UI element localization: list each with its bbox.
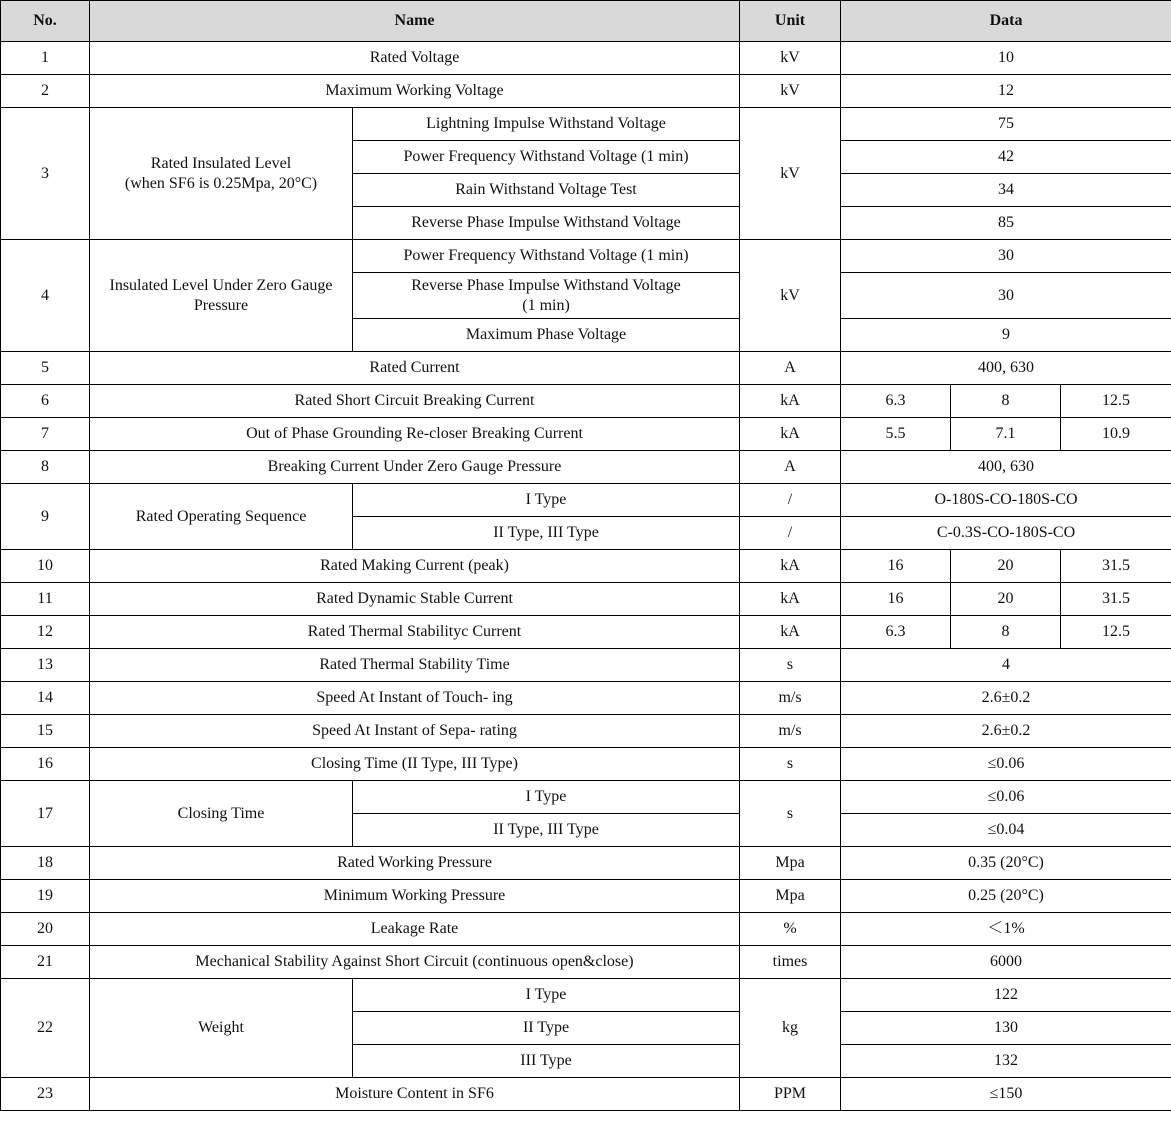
row-number: 11 xyxy=(1,583,90,616)
table-row xyxy=(1,715,1171,748)
param-name xyxy=(90,108,353,240)
param-name: Out of Phase Grounding Re-closer Breaking Current xyxy=(90,418,740,451)
row-number: 22 xyxy=(1,979,90,1078)
sub-param xyxy=(353,273,740,319)
unit-cell: m/s xyxy=(740,682,841,715)
param-name-line: Insulated Level Under Zero Gauge xyxy=(109,276,333,294)
data-cell: 16 xyxy=(841,583,951,616)
data-cell: 8 xyxy=(951,616,1061,649)
row-number: 3 xyxy=(1,108,90,240)
unit-cell: times xyxy=(740,946,841,979)
data-cell: 20 xyxy=(951,550,1061,583)
unit-cell: kA xyxy=(740,616,841,649)
data-cell: 31.5 xyxy=(1061,550,1171,583)
data-cell: 10.9 xyxy=(1061,418,1171,451)
table-row xyxy=(1,583,1171,616)
table-row xyxy=(1,108,1171,141)
header-data: Data xyxy=(841,1,1171,42)
param-name: Closing Time (II Type, III Type) xyxy=(90,748,740,781)
row-number: 14 xyxy=(1,682,90,715)
table-row xyxy=(1,913,1171,946)
param-name: Moisture Content in SF6 xyxy=(90,1078,740,1111)
data-cell: 8 xyxy=(951,385,1061,418)
param-name-line: Rated Insulated Level xyxy=(150,154,292,172)
data-cell: 132 xyxy=(841,1045,1171,1078)
param-name: Rated Making Current (peak) xyxy=(90,550,740,583)
data-cell: 12 xyxy=(841,75,1171,108)
table-row xyxy=(1,550,1171,583)
data-cell: 85 xyxy=(841,207,1171,240)
data-cell: 122 xyxy=(841,979,1171,1012)
sub-param: II Type, III Type xyxy=(353,814,740,847)
table-row xyxy=(1,682,1171,715)
table-row xyxy=(1,748,1171,781)
row-number: 10 xyxy=(1,550,90,583)
table-row xyxy=(1,847,1171,880)
data-cell: 9 xyxy=(841,319,1171,352)
row-number: 1 xyxy=(1,42,90,75)
data-cell: C-0.3S-CO-180S-CO xyxy=(841,517,1171,550)
unit-cell: Mpa xyxy=(740,847,841,880)
unit-cell: Mpa xyxy=(740,880,841,913)
table-row xyxy=(1,979,1171,1012)
data-cell: ≤0.06 xyxy=(841,748,1171,781)
param-name: Minimum Working Pressure xyxy=(90,880,740,913)
param-name: Speed At Instant of Touch- ing xyxy=(90,682,740,715)
param-name: Mechanical Stability Against Short Circuit (continuous open&close) xyxy=(90,946,740,979)
row-number: 23 xyxy=(1,1078,90,1111)
row-number: 21 xyxy=(1,946,90,979)
data-cell: 0.25 (20°C) xyxy=(841,880,1171,913)
row-number: 8 xyxy=(1,451,90,484)
row-number: 6 xyxy=(1,385,90,418)
unit-cell: kA xyxy=(740,418,841,451)
param-name: Maximum Working Voltage xyxy=(90,75,740,108)
data-cell: 6.3 xyxy=(841,385,951,418)
param-name xyxy=(90,240,353,352)
header-no: No. xyxy=(1,1,90,42)
unit-cell: A xyxy=(740,451,841,484)
unit-cell: kV xyxy=(740,75,841,108)
unit-cell: kA xyxy=(740,385,841,418)
param-name: Rated Thermal Stabilityc Current xyxy=(90,616,740,649)
data-cell: 130 xyxy=(841,1012,1171,1045)
row-number: 15 xyxy=(1,715,90,748)
data-cell: 42 xyxy=(841,141,1171,174)
data-cell: 12.5 xyxy=(1061,616,1171,649)
param-name-line: Pressure xyxy=(193,296,249,314)
param-name: Closing Time xyxy=(90,781,353,847)
unit-cell: kA xyxy=(740,550,841,583)
row-number: 2 xyxy=(1,75,90,108)
table-row xyxy=(1,484,1171,517)
param-name: Speed At Instant of Sepa- rating xyxy=(90,715,740,748)
unit-cell: m/s xyxy=(740,715,841,748)
data-cell: 2.6±0.2 xyxy=(841,682,1171,715)
unit-cell: s xyxy=(740,748,841,781)
sub-param: Lightning Impulse Withstand Voltage xyxy=(353,108,740,141)
data-cell: 5.5 xyxy=(841,418,951,451)
sub-param: III Type xyxy=(353,1045,740,1078)
sub-param: Power Frequency Withstand Voltage (1 min) xyxy=(353,240,740,273)
unit-cell: / xyxy=(740,517,841,550)
header-name: Name xyxy=(90,1,740,42)
unit-cell: kg xyxy=(740,979,841,1078)
data-cell: 75 xyxy=(841,108,1171,141)
data-cell: 0.35 (20°C) xyxy=(841,847,1171,880)
table-row xyxy=(1,781,1171,814)
unit-cell: PPM xyxy=(740,1078,841,1111)
table-row xyxy=(1,75,1171,108)
sub-param: I Type xyxy=(353,484,740,517)
sub-param: Maximum Phase Voltage xyxy=(353,319,740,352)
sub-param: Rain Withstand Voltage Test xyxy=(353,174,740,207)
table-row xyxy=(1,352,1171,385)
data-cell: 2.6±0.2 xyxy=(841,715,1171,748)
unit-cell: kV xyxy=(740,240,841,352)
unit-cell: % xyxy=(740,913,841,946)
row-number: 17 xyxy=(1,781,90,847)
sub-param: II Type xyxy=(353,1012,740,1045)
data-cell: ≤150 xyxy=(841,1078,1171,1111)
data-cell: 31.5 xyxy=(1061,583,1171,616)
table-row xyxy=(1,616,1171,649)
data-cell: ≤0.06 xyxy=(841,781,1171,814)
data-cell: 400, 630 xyxy=(841,451,1171,484)
table-row xyxy=(1,385,1171,418)
row-number: 9 xyxy=(1,484,90,550)
data-cell: 34 xyxy=(841,174,1171,207)
data-cell: 12.5 xyxy=(1061,385,1171,418)
row-number: 18 xyxy=(1,847,90,880)
data-cell: 400, 630 xyxy=(841,352,1171,385)
row-number: 13 xyxy=(1,649,90,682)
param-name: Leakage Rate xyxy=(90,913,740,946)
table-row xyxy=(1,649,1171,682)
param-name: Rated Voltage xyxy=(90,42,740,75)
sub-param: Reverse Phase Impulse Withstand Voltage xyxy=(353,207,740,240)
data-cell: 30 xyxy=(841,273,1171,319)
row-number: 12 xyxy=(1,616,90,649)
row-number: 7 xyxy=(1,418,90,451)
data-cell: 10 xyxy=(841,42,1171,75)
table-row xyxy=(1,1078,1171,1111)
unit-cell: / xyxy=(740,484,841,517)
sub-param-line: Reverse Phase Impulse Withstand Voltage xyxy=(411,276,681,294)
sub-param: Power Frequency Withstand Voltage (1 min) xyxy=(353,141,740,174)
unit-cell: kV xyxy=(740,108,841,240)
sub-param: I Type xyxy=(353,781,740,814)
param-name: Weight xyxy=(90,979,353,1078)
table-row xyxy=(1,42,1171,75)
unit-cell: kV xyxy=(740,42,841,75)
row-number: 4 xyxy=(1,240,90,352)
data-cell: ≤0.04 xyxy=(841,814,1171,847)
header-unit: Unit xyxy=(740,1,841,42)
unit-cell: s xyxy=(740,649,841,682)
data-cell: 4 xyxy=(841,649,1171,682)
unit-cell: s xyxy=(740,781,841,847)
param-name: Rated Short Circuit Breaking Current xyxy=(90,385,740,418)
data-cell: 6000 xyxy=(841,946,1171,979)
param-name: Rated Working Pressure xyxy=(90,847,740,880)
param-name: Rated Operating Sequence xyxy=(90,484,353,550)
row-number: 20 xyxy=(1,913,90,946)
param-name-line: (when SF6 is 0.25Mpa, 20°C) xyxy=(124,174,318,192)
table-row xyxy=(1,451,1171,484)
row-number: 19 xyxy=(1,880,90,913)
unit-cell: A xyxy=(740,352,841,385)
table-row xyxy=(1,240,1171,273)
sub-param-line: (1 min) xyxy=(522,296,570,314)
data-cell: 7.1 xyxy=(951,418,1061,451)
table-row xyxy=(1,418,1171,451)
data-cell: 16 xyxy=(841,550,951,583)
data-cell: 20 xyxy=(951,583,1061,616)
data-cell: 30 xyxy=(841,240,1171,273)
header-row xyxy=(1,1,1171,42)
param-name: Rated Thermal Stability Time xyxy=(90,649,740,682)
row-number: 16 xyxy=(1,748,90,781)
sub-param: II Type, III Type xyxy=(353,517,740,550)
unit-cell: kA xyxy=(740,583,841,616)
param-name: Breaking Current Under Zero Gauge Pressure xyxy=(90,451,740,484)
param-name: Rated Current xyxy=(90,352,740,385)
param-name: Rated Dynamic Stable Current xyxy=(90,583,740,616)
sub-param: I Type xyxy=(353,979,740,1012)
row-number: 5 xyxy=(1,352,90,385)
table-row xyxy=(1,880,1171,913)
table-row xyxy=(1,946,1171,979)
data-cell: ＜1% xyxy=(841,913,1171,946)
data-cell: 6.3 xyxy=(841,616,951,649)
data-cell: O-180S-CO-180S-CO xyxy=(841,484,1171,517)
